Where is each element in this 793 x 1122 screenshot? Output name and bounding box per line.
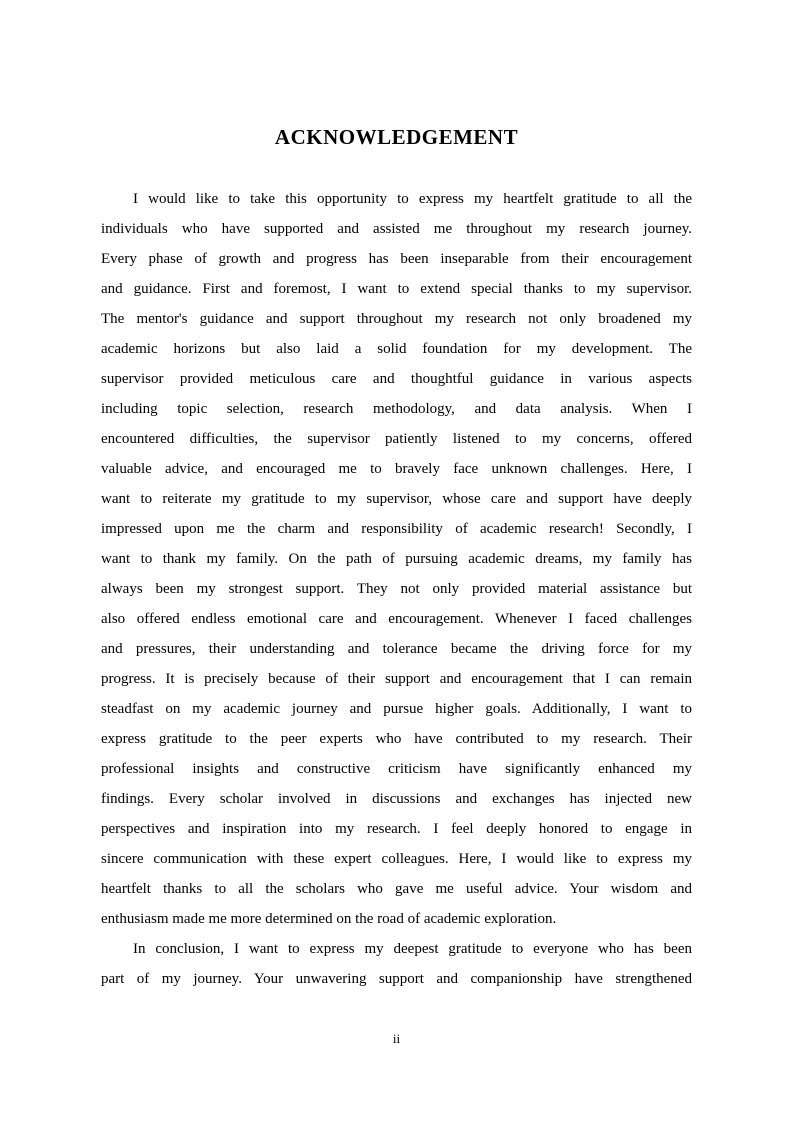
text-line: The mentor's guidance and support throughout my research not only broadened my <box>101 311 692 327</box>
body-text <box>101 184 692 994</box>
text-line: I would like to take this opportunity to express my heartfelt gratitude to all the <box>133 191 692 207</box>
text-line: Every phase of growth and progress has been inseparable from their encouragement <box>101 251 692 267</box>
text-line: want to reiterate my gratitude to my supervisor, whose care and support have deeply <box>101 491 692 507</box>
text-line: and guidance. First and foremost, I want to extend special thanks to my supervisor. <box>101 281 692 297</box>
text-line: also offered endless emotional care and encouragement. Whenever I faced challenges <box>101 611 692 627</box>
text-line: steadfast on my academic journey and pursue higher goals. Additionally, I want to <box>101 701 692 717</box>
page-number: ii <box>392 1031 401 1046</box>
text-line: findings. Every scholar involved in discussions and exchanges has injected new <box>101 791 692 807</box>
text-line: professional insights and constructive criticism have significantly enhanced my <box>101 761 692 777</box>
text-line: individuals who have supported and assisted me throughout my research journey. <box>101 221 692 237</box>
page-title: ACKNOWLEDGEMENT <box>274 125 519 149</box>
text-line: encountered difficulties, the supervisor patiently listened to my concerns, offered <box>101 431 692 447</box>
text-line: including topic selection, research methodology, and data analysis. When I <box>101 401 692 417</box>
text-line: perspectives and inspiration into my research. I feel deeply honored to engage in <box>101 821 692 837</box>
text-line: academic horizons but also laid a solid foundation for my development. The <box>101 341 692 357</box>
text-line: express gratitude to the peer experts who have contributed to my research. Their <box>101 731 692 747</box>
text-line: In conclusion, I want to express my deepest gratitude to everyone who has been <box>133 941 692 957</box>
text-line: want to thank my family. On the path of pursuing academic dreams, my family has <box>101 551 692 567</box>
text-line: heartfelt thanks to all the scholars who gave me useful advice. Your wisdom and <box>101 881 692 897</box>
text-line: impressed upon me the charm and responsibility of academic research! Secondly, I <box>101 521 692 537</box>
text-line: sincere communication with these expert colleagues. Here, I would like to express my <box>101 851 692 867</box>
text-line: part of my journey. Your unwavering support and companionship have strengthened <box>101 971 692 987</box>
text-line: supervisor provided meticulous care and thoughtful guidance in various aspects <box>101 371 692 387</box>
text-line: progress. It is precisely because of their support and encouragement that I can remain <box>101 671 692 687</box>
text-line: enthusiasm made me more determined on the road of academic exploration. <box>101 911 557 927</box>
text-line: valuable advice, and encouraged me to bravely face unknown challenges. Here, I <box>101 461 692 477</box>
text-line: always been my strongest support. They not only provided material assistance but <box>101 581 692 597</box>
text-line: and pressures, their understanding and tolerance became the driving force for my <box>101 641 692 657</box>
